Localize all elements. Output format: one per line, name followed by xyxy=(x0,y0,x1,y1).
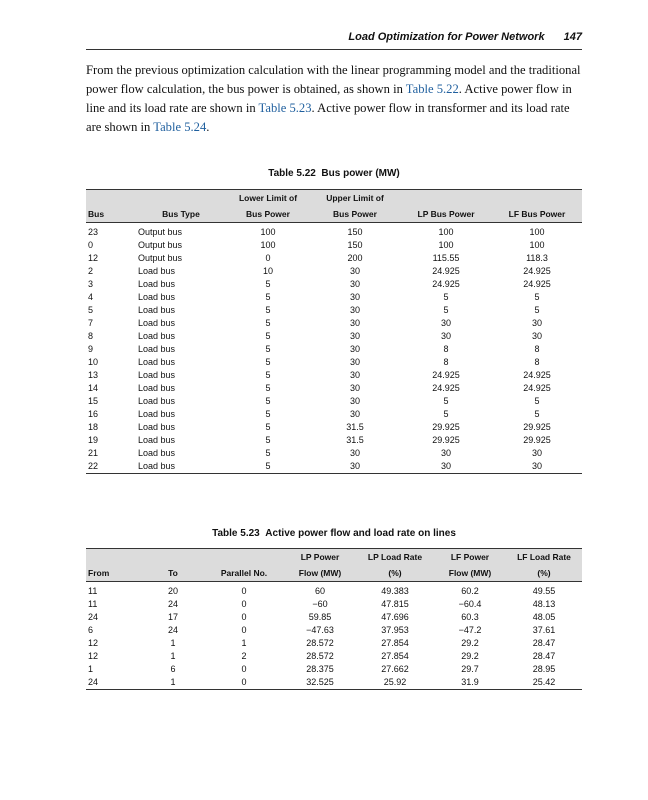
table-row xyxy=(86,265,582,278)
table-cell: 47.696 xyxy=(381,612,409,622)
table-5-23-caption xyxy=(86,528,582,539)
table-cell: 29.925 xyxy=(523,422,551,432)
table-cell: 8 xyxy=(88,331,94,341)
table-cell: 6 xyxy=(88,625,94,635)
table-cell: 0 xyxy=(88,240,94,250)
table-cell: 24 xyxy=(167,625,178,635)
table-cell: 0 xyxy=(241,664,247,674)
table-cell: −47.2 xyxy=(458,625,482,635)
table-row xyxy=(86,330,582,343)
table-cell: 60.3 xyxy=(461,612,479,622)
table-cell: 24 xyxy=(88,612,99,622)
col-header-lp-power-flow: LP Power xyxy=(284,549,356,566)
table-cell: 12 xyxy=(88,651,99,661)
table-cell: −47.63 xyxy=(306,625,334,635)
table-cell: 30 xyxy=(440,448,451,458)
table-cell: 30 xyxy=(349,331,360,341)
line-flow-table xyxy=(86,548,582,690)
table-cell: 15 xyxy=(88,396,99,406)
table-cell: 29.925 xyxy=(432,422,460,432)
table-cell: Load bus xyxy=(138,279,176,289)
bus-power-table xyxy=(86,189,582,474)
table-cell: 24 xyxy=(167,599,178,609)
col-header-lower-limit-2: Bus Power xyxy=(226,206,310,223)
col-header-lf-power-flow-unit: Flow (MW) xyxy=(434,565,506,582)
table-row xyxy=(86,460,582,474)
table-row xyxy=(86,598,582,611)
col-header-upper-limit-2: Bus Power xyxy=(310,206,400,223)
table-cell: Load bus xyxy=(138,409,176,419)
table-cell: 5 xyxy=(88,305,94,315)
col-header-lf-power-flow: LF Power xyxy=(434,549,506,566)
table-cell: 1 xyxy=(142,676,204,690)
table-cell: 30 xyxy=(349,357,360,367)
table-cell: 30 xyxy=(349,370,360,380)
table-cell: 5 xyxy=(265,305,271,315)
table-cell: 24.925 xyxy=(432,266,460,276)
col-header-upper-limit: Upper Limit of xyxy=(310,190,400,207)
table-row xyxy=(86,369,582,382)
table-5-22-link[interactable]: Table 5.22 xyxy=(405,82,459,96)
table-cell: 21 xyxy=(88,448,99,458)
table-row xyxy=(86,223,582,240)
running-title: Load Optimization for Power Network xyxy=(348,31,545,43)
table-cell: 30 xyxy=(349,292,360,302)
table-cell: 30 xyxy=(531,318,542,328)
caption-title: Bus power (MW) xyxy=(321,168,400,179)
table-cell: 25.42 xyxy=(506,676,582,690)
table-cell: 28.95 xyxy=(532,664,556,674)
table-cell: 23 xyxy=(88,227,99,237)
table-cell: Load bus xyxy=(138,318,176,328)
table-cell: 1 xyxy=(241,638,247,648)
table-cell: 118.3 xyxy=(526,253,548,263)
table-cell: 30 xyxy=(349,305,360,315)
table-cell: 16 xyxy=(88,409,99,419)
table-cell: 30 xyxy=(349,266,360,276)
table-cell: Load bus xyxy=(138,292,176,302)
table-cell: 10 xyxy=(262,266,273,276)
table-cell: 49.383 xyxy=(381,586,409,596)
table-cell: 30 xyxy=(349,409,360,419)
table-cell: 29.2 xyxy=(461,638,479,648)
table-cell: Output bus xyxy=(138,240,183,250)
table-cell: 30 xyxy=(531,448,542,458)
table-cell: 5 xyxy=(443,292,449,302)
table-cell: Load bus xyxy=(138,370,176,380)
table-cell: 0 xyxy=(241,625,247,635)
table-cell: 5 xyxy=(265,396,271,406)
col-header-lower-limit: Lower Limit of xyxy=(226,190,310,207)
table-row xyxy=(86,291,582,304)
table-cell: 1 xyxy=(170,651,176,661)
table-cell: 18 xyxy=(88,422,99,432)
table-row xyxy=(86,611,582,624)
table-row xyxy=(86,252,582,265)
col-header-lf-load-rate: LF Load Rate xyxy=(506,549,582,566)
table-row xyxy=(86,304,582,317)
table-cell: 4 xyxy=(88,292,94,302)
table-cell: 5 xyxy=(534,292,540,302)
table-cell: 37.61 xyxy=(532,625,556,635)
page-header xyxy=(86,31,582,50)
table-cell: 28.572 xyxy=(306,651,334,661)
table-cell: 30 xyxy=(531,331,542,341)
table-cell: 30 xyxy=(440,318,451,328)
table-cell: 10 xyxy=(88,357,99,367)
table-cell: 24.925 xyxy=(432,383,460,393)
table-5-23-link[interactable]: Table 5.23 xyxy=(258,101,312,115)
header-spacer xyxy=(142,549,204,566)
table-cell: Load bus xyxy=(136,460,226,474)
table-row xyxy=(86,317,582,330)
table-cell: 31.5 xyxy=(346,435,364,445)
table-cell: 30 xyxy=(400,460,492,474)
table-row xyxy=(86,239,582,252)
table-cell: 24.925 xyxy=(432,370,460,380)
table-row xyxy=(86,624,582,637)
col-header-lp-bus-power: LP Bus Power xyxy=(400,206,492,223)
table-cell: 24.925 xyxy=(523,383,551,393)
table-cell: 24.925 xyxy=(523,266,551,276)
table-cell: 28.47 xyxy=(532,638,556,648)
table-cell: 30 xyxy=(492,460,582,474)
table-cell: 48.05 xyxy=(532,612,556,622)
table-cell: Load bus xyxy=(138,331,176,341)
table-cell: 8 xyxy=(443,357,449,367)
table-cell: 5 xyxy=(265,331,271,341)
table-cell: 5 xyxy=(226,460,310,474)
table-cell: 60 xyxy=(314,586,325,596)
table-cell: 5 xyxy=(443,305,449,315)
col-header-lp-power-flow-unit: Flow (MW) xyxy=(284,565,356,582)
table-cell: Output bus xyxy=(138,227,183,237)
col-header-lp-load-rate: LP Load Rate xyxy=(356,549,434,566)
caption-number: Table 5.22 xyxy=(268,168,316,179)
header-spacer xyxy=(136,190,226,207)
table-cell: 13 xyxy=(88,370,99,380)
table-cell: 30 xyxy=(440,331,451,341)
table-cell: 30 xyxy=(349,396,360,406)
table-cell: 17 xyxy=(167,612,178,622)
table-cell: 32.525 xyxy=(284,676,356,690)
table-cell: 29.7 xyxy=(461,664,479,674)
table-cell: 28.572 xyxy=(306,638,334,648)
table-cell: 29.2 xyxy=(461,651,479,661)
table-cell: −60 xyxy=(312,599,328,609)
header-spacer xyxy=(86,549,142,566)
intro-text: From the previous optimization calculation with the linear programming model and the traditional power flow calculation, the bus power is obtained, as shown in xyxy=(86,63,581,96)
table-cell: Output bus xyxy=(138,253,183,263)
table-cell: Load bus xyxy=(138,266,176,276)
table-row xyxy=(86,343,582,356)
col-header-parallel-no: Parallel No. xyxy=(204,565,284,582)
table-cell: 31.5 xyxy=(346,422,364,432)
table-cell: 5 xyxy=(265,383,271,393)
caption-number: Table 5.23 xyxy=(212,528,260,539)
table-cell: 5 xyxy=(534,396,540,406)
table-row xyxy=(86,382,582,395)
table-cell: Load bus xyxy=(138,344,176,354)
table-cell: 0 xyxy=(241,599,247,609)
table-cell: 7 xyxy=(88,318,94,328)
table-cell: 1 xyxy=(170,638,176,648)
table-cell: 60.2 xyxy=(461,586,479,596)
table-cell: 100 xyxy=(438,240,454,250)
intro-text: . xyxy=(206,120,210,134)
table-cell: 0 xyxy=(241,612,247,622)
table-cell: 0 xyxy=(204,676,284,690)
table-row xyxy=(86,356,582,369)
table-cell: 30 xyxy=(349,344,360,354)
table-cell: 100 xyxy=(529,227,545,237)
table-cell: 24.925 xyxy=(523,279,551,289)
table-cell: Load bus xyxy=(138,305,176,315)
table-row xyxy=(86,676,582,690)
table-row xyxy=(86,447,582,460)
table-5-24-link[interactable]: Table 5.24 xyxy=(153,120,207,134)
table-cell: 150 xyxy=(347,227,363,237)
table-cell: Load bus xyxy=(138,383,176,393)
table-cell: 29.925 xyxy=(432,435,460,445)
table-cell: Load bus xyxy=(138,448,176,458)
table-cell: 5 xyxy=(534,409,540,419)
col-header-lf-load-rate-unit: (%) xyxy=(506,565,582,582)
header-spacer xyxy=(86,190,136,207)
table-cell: 12 xyxy=(88,253,99,263)
table-cell: 5 xyxy=(265,318,271,328)
table-cell: 1 xyxy=(88,664,94,674)
table-row xyxy=(86,408,582,421)
intro-text: . Active power flow in transformer and its load rate are shown in xyxy=(86,101,570,134)
table-cell: 8 xyxy=(534,344,540,354)
col-header-bus: Bus xyxy=(86,206,136,223)
table-row xyxy=(86,637,582,650)
table-5-22-caption xyxy=(86,168,582,179)
table-cell: 100 xyxy=(529,240,545,250)
table-cell: 5 xyxy=(265,422,271,432)
table-row xyxy=(86,434,582,447)
col-header-lf-bus-power: LF Bus Power xyxy=(492,206,582,223)
table-cell: Load bus xyxy=(138,357,176,367)
table-cell: 27.662 xyxy=(381,664,409,674)
table-cell: 6 xyxy=(170,664,176,674)
header-spacer xyxy=(400,190,492,207)
table-cell: 29.925 xyxy=(523,435,551,445)
table-cell: 12 xyxy=(88,638,99,648)
table-row xyxy=(86,395,582,408)
table-row xyxy=(86,663,582,676)
table-cell: 5 xyxy=(265,409,271,419)
table-cell: 24 xyxy=(86,676,142,690)
table-cell: 48.13 xyxy=(532,599,556,609)
table-cell: 100 xyxy=(260,240,276,250)
table-cell: 30 xyxy=(349,448,360,458)
table-cell: 31.9 xyxy=(434,676,506,690)
table-cell: 5 xyxy=(265,370,271,380)
table-cell: 30 xyxy=(310,460,400,474)
table-cell: 115.55 xyxy=(432,253,460,263)
col-header-to: To xyxy=(142,565,204,582)
table-cell: 150 xyxy=(347,240,363,250)
table-cell: 5 xyxy=(443,409,449,419)
bus-power-table-body xyxy=(86,223,582,474)
table-cell: 9 xyxy=(88,344,94,354)
table-row xyxy=(86,278,582,291)
intro-text: . Active power flow in line and its load rate are shown in xyxy=(86,82,572,115)
table-cell: 22 xyxy=(86,460,136,474)
table-cell: 47.815 xyxy=(381,599,409,609)
table-cell: 11 xyxy=(88,599,98,609)
table-cell: 27.854 xyxy=(381,638,409,648)
table-cell: 49.55 xyxy=(532,586,556,596)
table-cell: 5 xyxy=(443,396,449,406)
table-cell: 59.85 xyxy=(308,612,332,622)
table-cell: 11 xyxy=(88,586,98,596)
table-cell: 8 xyxy=(443,344,449,354)
table-cell: 2 xyxy=(241,651,247,661)
table-cell: Load bus xyxy=(138,396,176,406)
table-cell: 100 xyxy=(260,227,276,237)
header-spacer xyxy=(492,190,582,207)
table-cell: 200 xyxy=(347,253,363,263)
table-cell: 30 xyxy=(349,318,360,328)
table-cell: 5 xyxy=(534,305,540,315)
table-cell: 24.925 xyxy=(432,279,460,289)
table-cell: 5 xyxy=(265,357,271,367)
table-cell: 2 xyxy=(88,266,94,276)
table-cell: −60.4 xyxy=(458,599,482,609)
table-cell: 30 xyxy=(349,383,360,393)
line-flow-table-body xyxy=(86,582,582,690)
table-cell: 19 xyxy=(88,435,99,445)
table-cell: 30 xyxy=(349,279,360,289)
caption-title: Active power flow and load rate on lines xyxy=(265,528,456,539)
intro-paragraph xyxy=(86,61,582,137)
header-spacer xyxy=(204,549,284,566)
table-cell: 5 xyxy=(265,448,271,458)
table-cell: 37.953 xyxy=(381,625,409,635)
table-cell: 28.47 xyxy=(532,651,556,661)
table-cell: Load bus xyxy=(138,422,176,432)
table-cell: 5 xyxy=(265,279,271,289)
col-header-lp-load-rate-unit: (%) xyxy=(356,565,434,582)
table-cell: 5 xyxy=(265,292,271,302)
table-cell: 0 xyxy=(265,253,271,263)
table-cell: 25.92 xyxy=(356,676,434,690)
table-cell: 100 xyxy=(438,227,454,237)
table-cell: 14 xyxy=(88,383,99,393)
table-row xyxy=(86,582,582,599)
table-cell: Load bus xyxy=(138,435,176,445)
table-cell: 20 xyxy=(167,586,178,596)
table-row xyxy=(86,650,582,663)
page-number: 147 xyxy=(563,31,582,43)
table-cell: 28.375 xyxy=(306,664,334,674)
col-header-from: From xyxy=(86,565,142,582)
table-row xyxy=(86,421,582,434)
table-cell: 8 xyxy=(534,357,540,367)
table-cell: 5 xyxy=(265,435,271,445)
col-header-bus-type: Bus Type xyxy=(136,206,226,223)
table-cell: 27.854 xyxy=(381,651,409,661)
table-cell: 24.925 xyxy=(523,370,551,380)
table-cell: 0 xyxy=(241,586,247,596)
table-cell: 5 xyxy=(265,344,271,354)
table-cell: 3 xyxy=(88,279,94,289)
